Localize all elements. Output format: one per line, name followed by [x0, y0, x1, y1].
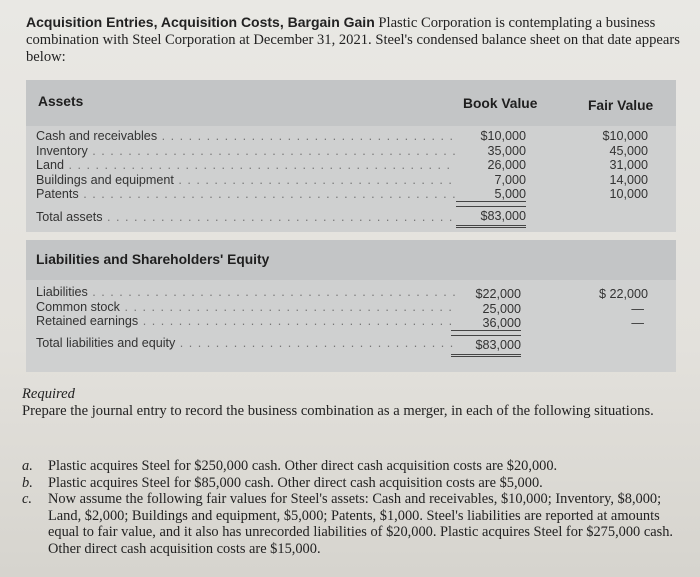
item-text: Now assume the following fair values for Steel's assets: Cash and receivables, $10,000; Inventory, $8,000; Land, $2,000; Buildings and equipment, $5,000; Patents, $1,000. Steel's liabilities are reported at amounts equal to fair value, and it also has unrecorded liabilities of $20,000. Plastic acquires Steel for $275,000 cash. Other direct cash acquisition costs are $15,000.	[48, 491, 674, 557]
required-prompt: Prepare the journal entry to record the business combination as a merger, in each of the following situations.	[22, 403, 654, 419]
item-text: Plastic acquires Steel for $250,000 cash. Other direct cash acquisition costs are $20,000.	[48, 458, 558, 474]
assets-labels	[36, 129, 456, 224]
book-value-column	[456, 129, 526, 228]
required-list	[22, 458, 682, 557]
required-section	[22, 386, 682, 420]
list-item	[22, 491, 682, 557]
liabilities-fair-column	[578, 287, 648, 331]
book-value: 36,000	[451, 316, 521, 331]
asset-label: Land . . .	[36, 158, 456, 173]
item-text: Plastic acquires Steel for $85,000 cash. Other direct cash acquisition costs are $5,000.	[48, 474, 543, 491]
fair-value: 10,000	[609, 187, 648, 201]
problem-heading: Acquisition Entries, Acquisition Costs, Bargain Gain	[26, 14, 375, 30]
total-liabilities-label: Total liabilities and equity . . .	[36, 336, 456, 351]
fair-value: 31,000	[609, 158, 648, 172]
book-value: 7,000	[494, 172, 526, 187]
liabilities-header: Liabilities and Shareholders' Equity	[36, 252, 270, 267]
liability-label: Common stock . . .	[36, 300, 456, 315]
book-value: $10,000	[480, 129, 526, 143]
liabilities-labels	[36, 285, 456, 350]
liability-label: Liabilities . . .	[36, 285, 456, 300]
book-value: 35,000	[487, 143, 526, 158]
book-value: 25,000	[482, 301, 521, 316]
asset-label: Buildings and equipment . . .	[36, 173, 456, 188]
fair-value: $ 22,000	[598, 287, 648, 301]
liabilities-table	[26, 240, 676, 372]
list-item	[22, 475, 682, 492]
asset-label: Cash and receivables . . .	[36, 129, 456, 144]
item-marker: c.	[22, 491, 32, 507]
fair-value-column	[578, 129, 648, 202]
problem-text: Plastic Corporation is contemplating a business combination with Steel Corporation at December 31, 2021. Steel's condensed balance sheet on that date appears below:	[26, 15, 680, 65]
fair-value-dash: —	[631, 316, 644, 330]
total-liabilities-book: $83,000	[451, 335, 521, 358]
list-item	[22, 458, 682, 475]
required-title: Required	[22, 386, 75, 402]
fair-value: 45,000	[609, 143, 648, 158]
total-assets-label: Total assets . . .	[36, 210, 456, 225]
liability-label: Retained earnings . . .	[36, 314, 456, 329]
fair-value: 14,000	[609, 172, 648, 187]
total-assets-book: $83,000	[456, 206, 526, 229]
assets-header-band	[26, 80, 676, 126]
assets-table	[26, 80, 676, 232]
fair-value-header: Fair Value	[588, 98, 654, 113]
item-marker: b.	[22, 474, 33, 491]
fair-value: $10,000	[602, 129, 648, 143]
asset-label: Inventory . . .	[36, 144, 456, 159]
assets-header: Assets	[38, 94, 84, 109]
book-value: 5,000	[456, 187, 526, 202]
book-value: 26,000	[487, 158, 526, 172]
book-value-header: Book Value	[463, 96, 538, 111]
book-value: $22,000	[475, 287, 521, 301]
asset-label: Patents . . .	[36, 187, 456, 202]
problem-intro	[26, 14, 686, 66]
item-marker: a.	[22, 458, 33, 474]
liabilities-book-column	[451, 287, 521, 357]
fair-value-dash: —	[631, 301, 644, 316]
